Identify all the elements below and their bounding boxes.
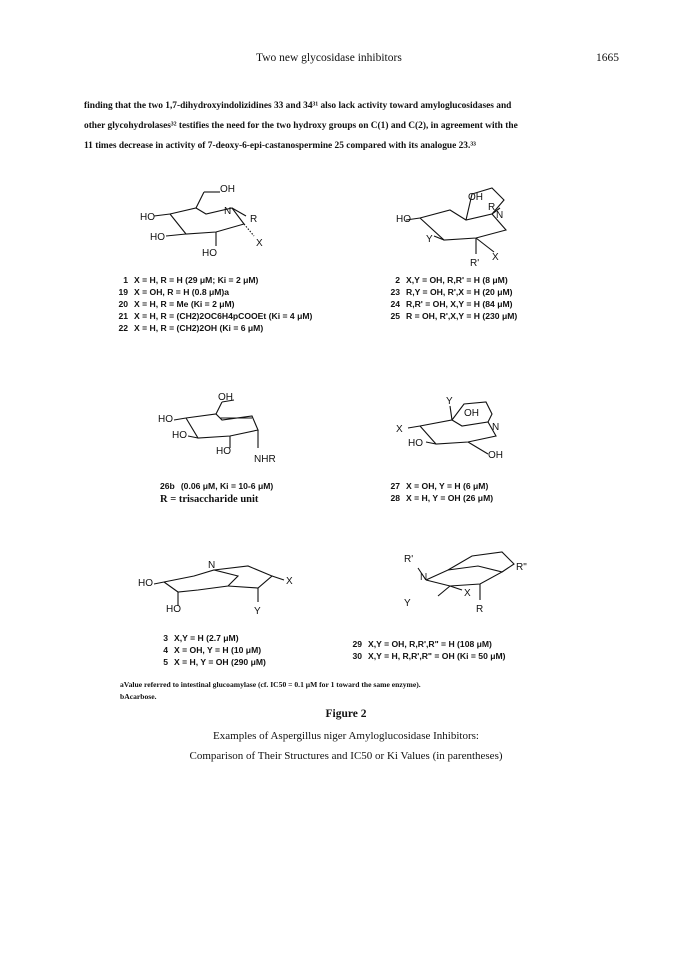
body-line: other glycohydrolases³² testifies the need for the two hydroxy groups on C(1) and C(2), in agreement with the	[84, 121, 518, 131]
atom-label: X	[464, 588, 471, 599]
structure-5-quinolizidine	[138, 556, 318, 626]
atom-label: X	[396, 424, 403, 435]
compound-entry: 27 X = OH, Y = H (6 μM)	[390, 481, 489, 491]
atom-label: Y	[426, 234, 433, 245]
atom-label: R'	[470, 258, 480, 269]
compound-list-5	[148, 632, 266, 668]
atom-label: OH	[218, 392, 233, 403]
figure-caption-line-2: Comparison of Their Structures and IC50 or Ki Values (in parentheses)	[189, 750, 503, 762]
structure-3-drawing	[158, 392, 298, 472]
body-line: 11 times decrease in activity of 7-deoxy-6-epi-castanospermine 25 compared with its analogue 23.³³	[84, 141, 476, 151]
atom-label: Y	[446, 396, 453, 407]
atom-label: R	[250, 214, 258, 225]
compound-entry: 25 R = OH, R',X,Y = H (230 μM)	[390, 311, 518, 321]
atom-label: R	[488, 202, 496, 213]
atom-label: Y	[254, 606, 261, 617]
compound-list-6	[342, 638, 506, 662]
atom-label: HO	[158, 414, 173, 425]
structure-6-quinolizidine	[396, 548, 556, 628]
atom-label: HO	[216, 446, 231, 457]
atom-label: N	[224, 206, 232, 217]
structure-6-drawing	[396, 548, 556, 628]
atom-label: N	[420, 572, 428, 583]
atom-label: R'	[404, 554, 414, 565]
compound-entry: 23 R,Y = OH, R',X = H (20 μM)	[390, 287, 513, 297]
compound-entry: 3 X,Y = H (2.7 μM)	[163, 633, 239, 643]
running-title: Two new glycosidase inhibitors	[256, 52, 402, 64]
structure-2-drawing	[396, 178, 536, 278]
atom-label: N	[496, 210, 504, 221]
structure-5-drawing	[138, 556, 318, 626]
compound-list-2	[380, 274, 517, 322]
compound-entry: R = trisaccharide unit	[160, 494, 259, 505]
structure-4-drawing	[392, 392, 542, 472]
structure-4-indolizidine	[392, 392, 542, 472]
atom-label: HO	[172, 430, 187, 441]
footnote-a: aValue referred to intestinal glucoamylase (cf. IC50 = 0.1 μM for 1 toward the same enzyme).	[120, 680, 421, 689]
compound-entry: 5 X = H, Y = OH (290 μM)	[163, 657, 266, 667]
atom-label: HO	[408, 438, 423, 449]
structure-26b-acarbose	[158, 392, 298, 472]
atom-label: NHR	[254, 454, 276, 465]
compound-entry: 24 R,R' = OH, X,Y = H (84 μM)	[390, 299, 513, 309]
compound-entry: 28 X = H, Y = OH (26 μM)	[390, 493, 494, 503]
compound-entry: 2 X,Y = OH, R,R' = H (8 μM)	[395, 275, 508, 285]
structure-2-indolizidine	[396, 178, 536, 278]
body-line: finding that the two 1,7-dihydroxyindolizidines 33 and 34³¹ also lack activity toward amyloglucosidases and	[84, 101, 512, 111]
compound-list-4	[380, 480, 493, 504]
atom-label: N	[492, 422, 500, 433]
atom-label: Y	[404, 598, 411, 609]
atom-label: OH	[464, 408, 479, 419]
atom-label: HO	[202, 248, 217, 259]
compound-entry: 4 X = OH, Y = H (10 μM)	[163, 645, 262, 655]
body-paragraph	[84, 96, 624, 156]
running-head	[0, 52, 692, 68]
atom-label: R	[476, 604, 484, 615]
atom-label: HO	[138, 578, 153, 589]
compound-entry: 19 X = OH, R = H (0.8 μM)a	[118, 287, 230, 297]
compound-list-3	[160, 480, 273, 506]
atom-label: OH	[468, 192, 483, 203]
atom-label: OH	[488, 450, 503, 461]
compound-entry: 1 X = H, R = H (29 μM; Ki = 2 μM)	[123, 275, 259, 285]
atom-label: OH	[220, 184, 235, 195]
atom-label: HO	[140, 212, 155, 223]
atom-label: HO	[396, 214, 411, 225]
atom-label: HO	[166, 604, 181, 615]
compound-entry: 20 X = H, R = Me (Ki = 2 μM)	[118, 299, 235, 309]
atom-label: R"	[516, 562, 527, 573]
structure-1-drawing	[140, 178, 290, 268]
figure-label: Figure 2	[325, 708, 367, 720]
compound-list-1	[108, 274, 312, 334]
footnote-b: bAcarbose.	[120, 692, 157, 701]
compound-entry: 30 X,Y = H, R,R',R" = OH (Ki = 50 μM)	[352, 651, 506, 661]
compound-entry: 26b (0.06 μM, Ki = 10-6 μM)	[160, 481, 274, 491]
page-number: 1665	[596, 52, 619, 64]
atom-label: HO	[150, 232, 165, 243]
atom-label: X	[256, 238, 263, 249]
compound-entry: 21 X = H, R = (CH2)2OC6H4pCOOEt (Ki = 4 μM)	[118, 311, 313, 321]
compound-entry: 22 X = H, R = (CH2)2OH (Ki = 6 μM)	[118, 323, 264, 333]
compound-entry: 29 X,Y = OH, R,R',R" = H (108 μM)	[352, 639, 492, 649]
atom-label: X	[286, 576, 293, 587]
atom-label: X	[492, 252, 499, 263]
figure-caption-line-1: Examples of Aspergillus niger Amyloglucosidase Inhibitors:	[213, 730, 479, 742]
structure-1-piperidine	[140, 178, 290, 268]
atom-label: N	[208, 560, 216, 571]
